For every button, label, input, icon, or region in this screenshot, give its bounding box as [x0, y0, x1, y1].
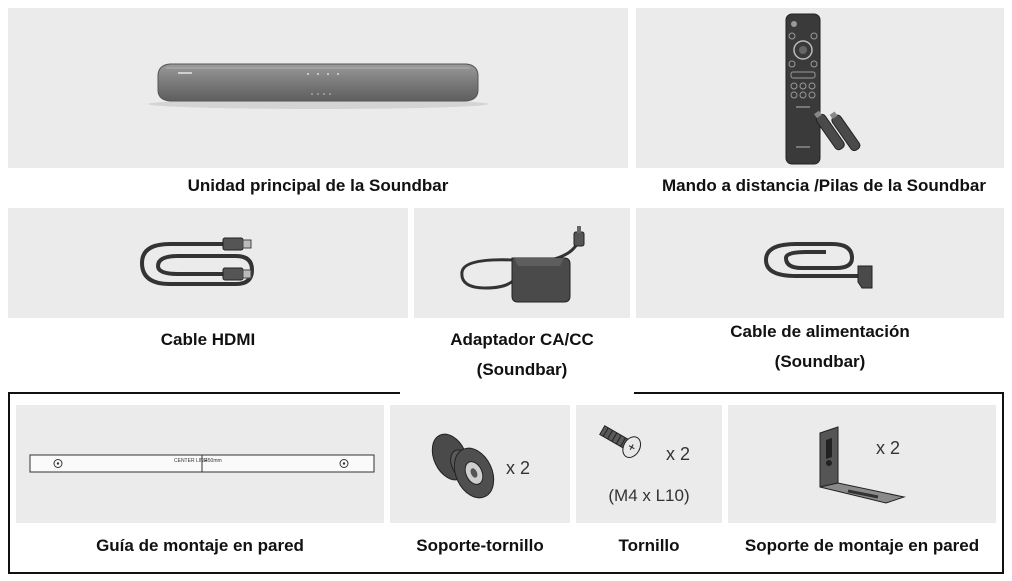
- soundbar-label: Unidad principal de la Soundbar: [187, 176, 449, 195]
- power-cable-label-line1: Cable de alimentación: [730, 322, 910, 341]
- hdmi-panel: [8, 208, 408, 318]
- wall-guide-label: Guía de montaje en pared: [96, 536, 304, 555]
- screw-spec: (M4 x L10): [608, 486, 690, 505]
- wall-bracket-quantity: x 2: [876, 438, 901, 458]
- wall-guide-print-left: CENTER LINE: [174, 458, 208, 464]
- hdmi-cable-illustration: [8, 208, 408, 318]
- screw-holder-panel: [390, 405, 570, 523]
- soundbar-panel: [8, 8, 628, 168]
- power-cable-illustration: [636, 208, 1004, 318]
- screw-holder-quantity: x 2: [506, 458, 531, 478]
- screw-quantity: x 2: [666, 444, 691, 464]
- frame-top-edge-right: [634, 392, 1004, 394]
- screw-label: Tornillo: [618, 536, 680, 555]
- screw-holder-illustration: [390, 405, 570, 523]
- adapter-panel: [414, 208, 630, 318]
- remote-panel: [636, 8, 1004, 168]
- wall-guide-print-right: 450mm: [205, 458, 222, 464]
- remote-label: Mando a distancia /Pilas de la Soundbar: [661, 176, 987, 195]
- power-cable-panel: [636, 208, 1004, 318]
- wall-bracket-panel: [728, 405, 996, 523]
- screw-holder-label: Soporte-tornillo: [416, 536, 544, 555]
- wall-guide-illustration: [16, 405, 384, 523]
- soundbar-illustration: [8, 8, 628, 168]
- adapter-label-line1: Adaptador CA/CC: [450, 330, 594, 349]
- adapter-illustration: [414, 208, 630, 318]
- adapter-label-line2: (Soundbar): [476, 360, 568, 379]
- hdmi-label: Cable HDMI: [160, 330, 256, 349]
- wall-guide-panel: [16, 405, 384, 523]
- remote-illustration: [636, 8, 1004, 168]
- power-cable-label-line2: (Soundbar): [774, 352, 866, 371]
- wall-bracket-illustration: [728, 405, 996, 523]
- wall-bracket-label: Soporte de montaje en pared: [744, 536, 980, 555]
- frame-top-edge-left: [8, 392, 400, 394]
